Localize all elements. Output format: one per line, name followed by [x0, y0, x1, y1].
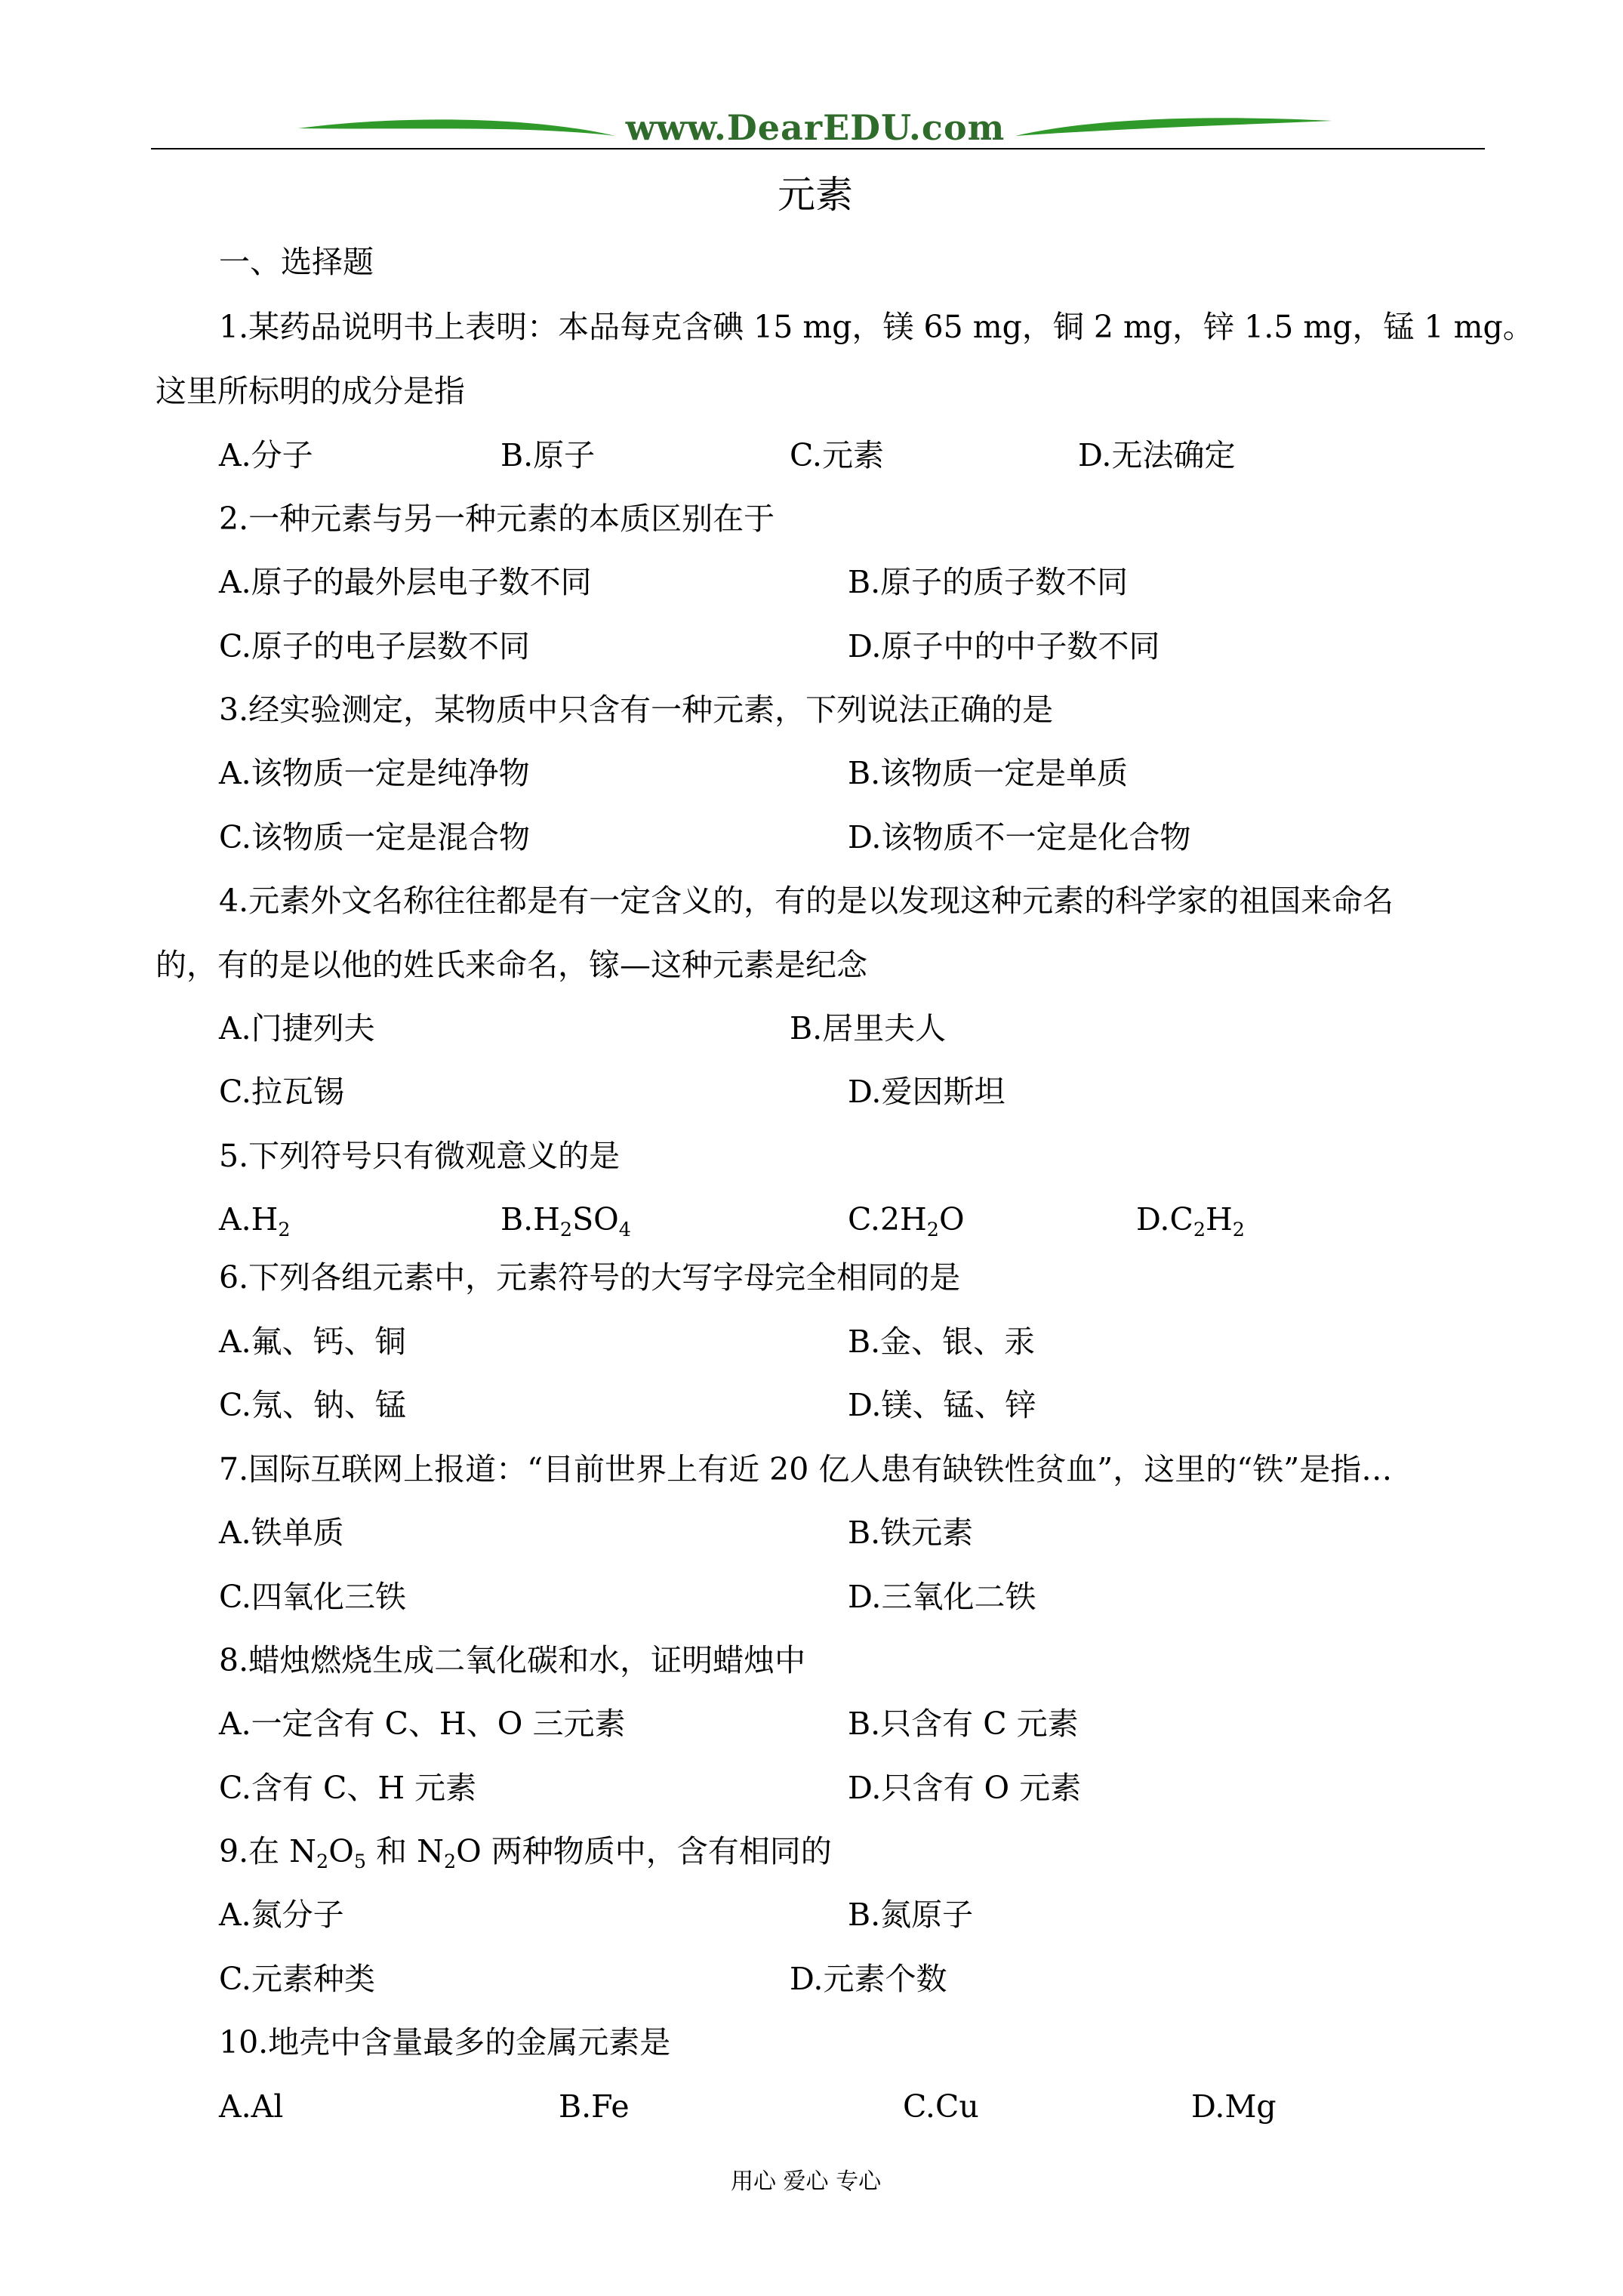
q10-option-a: A.Al — [219, 2088, 284, 2125]
q4-stem-line1: 4.元素外文名称往往都是有一定含义的，有的是以发现这种元素的科学家的祖国来命名 — [219, 883, 1394, 919]
q8-stem: 8.蜡烛燃烧生成二氧化碳和水，证明蜡烛中 — [219, 1642, 806, 1678]
q3-option-a: A.该物质一定是纯净物 — [219, 755, 530, 791]
q4-option-a: A.门捷列夫 — [219, 1010, 375, 1046]
q3-option-c: C.该物质一定是混合物 — [219, 819, 530, 855]
q10-option-c: C.Cu — [903, 2088, 979, 2125]
q2-option-d: D.原子中的中子数不同 — [848, 628, 1160, 664]
section-heading: 一、选择题 — [219, 244, 374, 280]
q4-option-b: B.居里夫人 — [790, 1010, 947, 1046]
q7-option-a: A.铁单质 — [219, 1515, 344, 1551]
q8-option-d: D.只含有 O 元素 — [848, 1770, 1082, 1806]
q5-option-c: $C.2H_2O$ — [848, 1201, 965, 1241]
q8-option-b: B.只含有 C 元素 — [848, 1706, 1079, 1742]
q10-option-b: B.Fe — [559, 2088, 630, 2125]
q9-option-a: A.氮分子 — [219, 1897, 344, 1933]
header-rule — [151, 148, 1485, 149]
q6-option-b: B.金、银、汞 — [848, 1324, 1036, 1360]
q7-option-d: D.三氧化二铁 — [848, 1579, 1036, 1615]
q4-option-d: D.爱因斯坦 — [848, 1074, 1006, 1110]
q8-option-a: A.一定含有 C、H、O 三元素 — [219, 1706, 626, 1742]
q1-stem-line2: 这里所标明的成分是指 — [156, 373, 465, 409]
q9-stem: 9.在 $N_2O_5$ 和 $N_2O$ 两种物质中，含有相同的 — [219, 1833, 832, 1873]
q3-option-b: B.该物质一定是单质 — [848, 755, 1129, 791]
q6-option-a: A.氟、钙、铜 — [219, 1324, 406, 1360]
q2-option-a: A.原子的最外层电子数不同 — [219, 564, 592, 600]
q2-option-c: C.原子的电子层数不同 — [219, 628, 530, 664]
q7-option-c: C.四氧化三铁 — [219, 1579, 406, 1615]
q5-option-a: $A.H_2$ — [219, 1201, 291, 1241]
q3-option-d: D.该物质不一定是化合物 — [848, 819, 1191, 855]
header-swoosh-right — [1015, 112, 1332, 146]
q7-option-b: B.铁元素 — [848, 1515, 974, 1551]
q8-option-c: C.含有 C、H 元素 — [219, 1770, 477, 1806]
q7-stem: 7.国际互联网上报道：“目前世界上有近 20 亿人患有缺铁性贫血”，这里的“铁”是指… — [219, 1451, 1393, 1487]
q1-option-b: B.原子 — [500, 437, 596, 473]
header-swoosh-left — [298, 112, 615, 146]
q1-option-a: A.分子 — [219, 437, 313, 473]
q4-stem-line2: 的，有的是以他的姓氏来命名，镓—这种元素是纪念 — [156, 947, 867, 983]
q3-stem: 3.经实验测定，某物质中只含有一种元素，下列说法正确的是 — [219, 692, 1054, 728]
q9-option-c: C.元素种类 — [219, 1961, 375, 1997]
q10-stem: 10.地壳中含量最多的金属元素是 — [219, 2024, 671, 2060]
page-title: 元素 — [778, 173, 853, 217]
q2-option-b: B.原子的质子数不同 — [848, 564, 1129, 600]
site-logo: www.DearEDU.com — [625, 107, 1006, 148]
q1-option-c: C.元素 — [790, 437, 884, 473]
q9-option-b: B.氮原子 — [848, 1897, 974, 1933]
q10-option-d: D.Mg — [1191, 2088, 1277, 2125]
q4-option-c: C.拉瓦锡 — [219, 1074, 344, 1110]
q5-stem: 5.下列符号只有微观意义的是 — [219, 1138, 621, 1174]
q2-stem: 2.一种元素与另一种元素的本质区别在于 — [219, 501, 775, 537]
q5-option-d: $D.C_2H_2$ — [1136, 1201, 1245, 1241]
page-footer: 用心 爱心 专心 — [731, 2168, 882, 2195]
q6-option-c: C.氖、钠、锰 — [219, 1387, 406, 1423]
q6-option-d: D.镁、锰、锌 — [848, 1387, 1036, 1423]
q5-option-b: $B.H_2SO_4$ — [500, 1201, 631, 1241]
q1-option-d: D.无法确定 — [1078, 437, 1236, 473]
q1-stem-line1: 1.某药品说明书上表明：本品每克含碘 15 mg，镁 65 mg，铜 2 mg，锌 1.5 mg，锰 1 mg。 — [219, 309, 1534, 345]
q9-option-d: D.元素个数 — [790, 1961, 947, 1997]
q6-stem: 6.下列各组元素中，元素符号的大写字母完全相同的是 — [219, 1259, 961, 1296]
